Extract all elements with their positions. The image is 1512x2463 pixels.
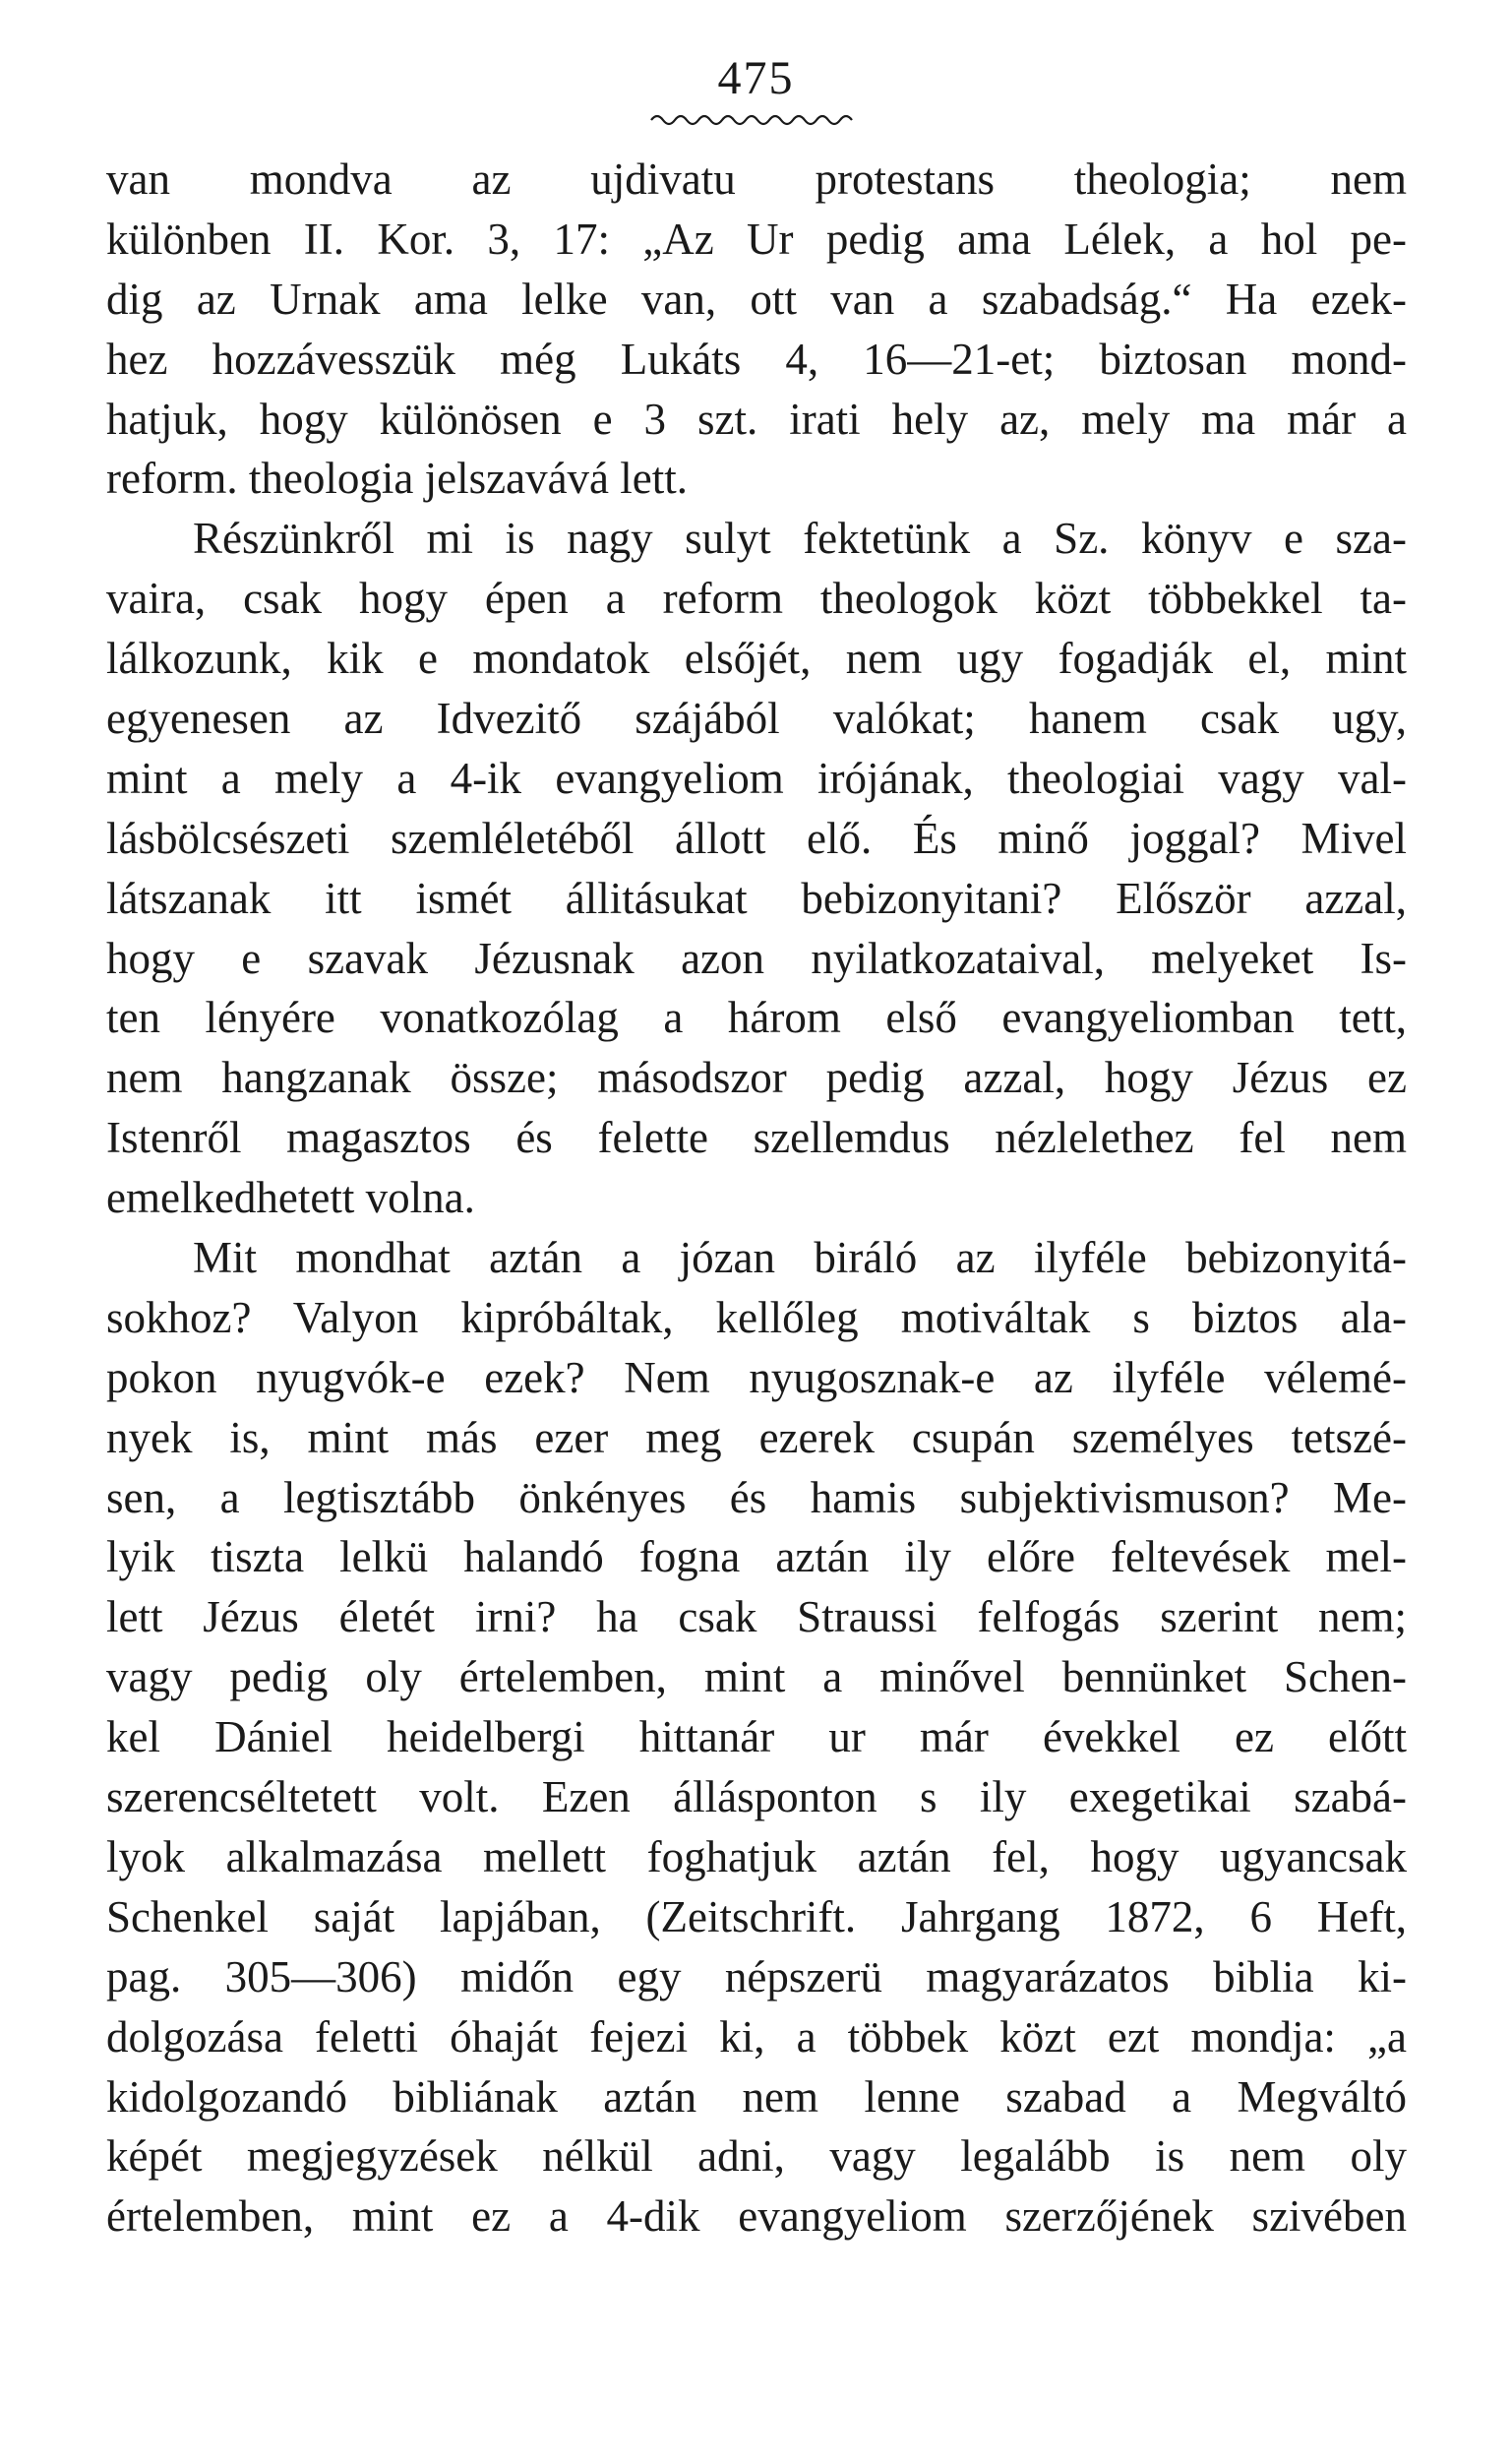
text-line: vaira, csak hogy épen a reform theologok közt többekkel ta-: [106, 574, 1407, 624]
text-line: képét megjegyzések nélkül adni, vagy legalább is nem oly: [106, 2131, 1407, 2182]
text-line: értelemben, mint ez a 4-dik evangyeliom szerzőjének szivében: [106, 2191, 1407, 2242]
text-line: lásbölcsészeti szemléletéből állott elő. És minő joggal? Mivel: [106, 813, 1407, 863]
text-line: lyok alkalmazása mellett foghatjuk aztán fel, hogy ugyancsak: [106, 1831, 1407, 1881]
text-line: Mit mondhat aztán a józan biráló az ilyféle bebizonyitá-: [193, 1233, 1407, 1283]
text-line: ten lényére vonatkozólag a három első evangyeliomban tett,: [106, 993, 1407, 1043]
text-line: látszanak itt ismét állitásukat bebizonyitani? Először azzal,: [106, 873, 1407, 923]
text-line: mint a mely a 4-ik evangyeliom irójának, theologiai vagy val-: [106, 753, 1407, 803]
text-line: emelkedhetett volna.: [106, 1173, 475, 1223]
text-line: hez hozzávesszük még Lukáts 4, 16—21-et; biztosan mond-: [106, 334, 1407, 384]
text-line: pokon nyugvók-e ezek? Nem nyugosznak-e az ilyféle vélemé-: [106, 1352, 1407, 1402]
page-number: 475: [717, 52, 795, 104]
text-line: van mondva az ujdivatu protestans theologia; nem: [106, 154, 1407, 204]
text-line: lett Jézus életét irni? ha csak Straussi felfogás szerint nem;: [106, 1592, 1407, 1642]
text-line: lyik tiszta lelkü halandó fogna aztán ily előre feltevések mel-: [106, 1532, 1407, 1582]
text-line: szerencséltetett volt. Ezen állásponton s ily exegetikai szabá-: [106, 1772, 1407, 1822]
text-line: vagy pedig oly értelemben, mint a minővel bennünket Schen-: [106, 1652, 1407, 1702]
text-line: pag. 305—306) midőn egy népszerü magyarázatos biblia ki-: [106, 1951, 1407, 2001]
text-line: egyenesen az Idvezitő szájából valókat; hanem csak ugy,: [106, 694, 1407, 744]
text-line: kidolgozandó bibliának aztán nem lenne szabad a Megváltó: [106, 2071, 1407, 2122]
text-line: nyek is, mint más ezer meg ezerek csupán személyes tetszé-: [106, 1412, 1407, 1462]
text-line: lálkozunk, kik e mondatok elsőjét, nem ugy fogadják el, mint: [106, 634, 1407, 684]
text-line: dig az Urnak ama lelke van, ott van a szabadság.“ Ha ezek-: [106, 274, 1407, 324]
text-line: dolgozása feletti óhaját fejezi ki, a többek közt ezt mondja: „a: [106, 2011, 1407, 2062]
text-line: Schenkel saját lapjában, (Zeitschrift. Jahrgang 1872, 6 Heft,: [106, 1891, 1407, 1941]
text-line: Részünkről mi is nagy sulyt fektetünk a Sz. könyv e sza-: [193, 514, 1407, 564]
text-line: nem hangzanak össze; másodszor pedig azzal, hogy Jézus ez: [106, 1053, 1407, 1103]
text-line: hatjuk, hogy különösen e 3 szt. irati hely az, mely ma már a: [106, 394, 1407, 444]
text-line: kel Dániel heidelbergi hittanár ur már évekkel ez előtt: [106, 1712, 1407, 1762]
text-line: Istenről magasztos és felette szellemdus nézlelethez fel nem: [106, 1113, 1407, 1163]
text-line: hogy e szavak Jézusnak azon nyilatkozataival, melyeket Is-: [106, 933, 1407, 983]
body-text: [106, 150, 1407, 2247]
text-line: sen, a legtisztább önkényes és hamis subjektivismuson? Me-: [106, 1472, 1407, 1522]
text-line: sokhoz? Valyon kipróbáltak, kellőleg motiváltak s biztos ala-: [106, 1292, 1407, 1342]
page-number-underline-ornament: [649, 110, 856, 130]
text-line: reform. theologia jelszavává lett.: [106, 454, 688, 504]
text-line: különben II. Kor. 3, 17: „Az Ur pedig ama Lélek, a hol pe-: [106, 214, 1407, 264]
